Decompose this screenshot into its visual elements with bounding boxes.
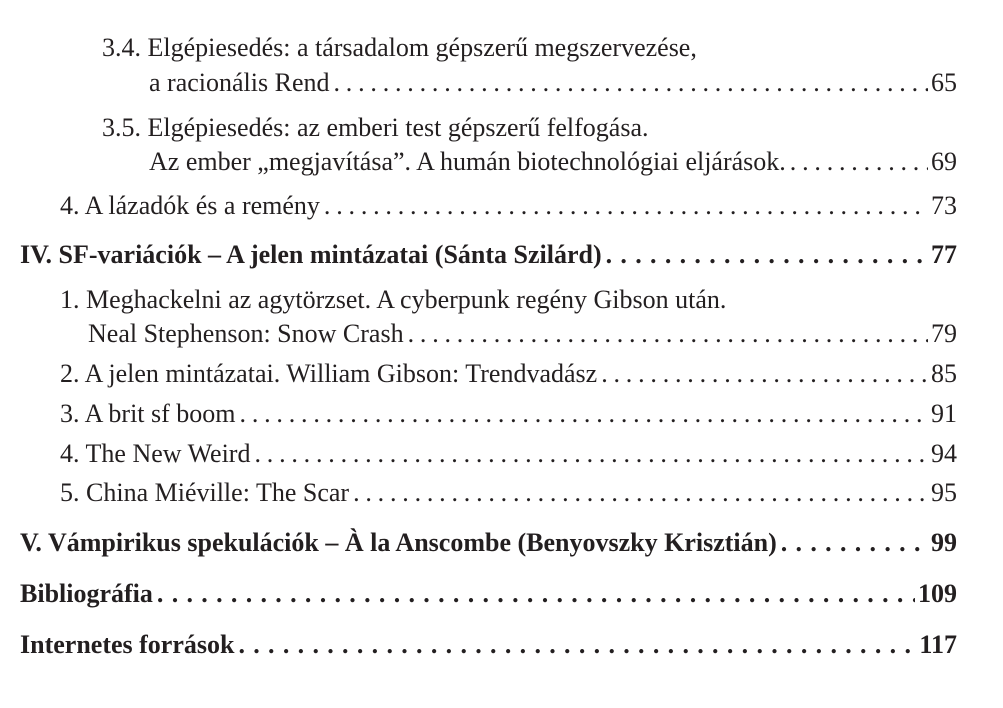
chapter-title: Bibliográfia bbox=[20, 579, 153, 608]
page-number: 85 bbox=[931, 359, 957, 388]
dot-leader bbox=[790, 145, 928, 179]
page-number: 94 bbox=[931, 439, 957, 468]
toc-entry-title[interactable]: 3.5. Elgépiesedés: az emberi test gépszerű felfogása. bbox=[102, 113, 649, 142]
dot-leader bbox=[781, 526, 928, 560]
page-number: 91 bbox=[931, 399, 957, 428]
toc-entry-title: a racionális Rend bbox=[149, 68, 330, 97]
page-number: 95 bbox=[931, 478, 957, 507]
toc-entry-3-4 bbox=[0, 66, 1003, 100]
toc-entry-title: 4. A lázadók és a remény bbox=[60, 191, 320, 220]
toc-chapter-row[interactable] bbox=[20, 577, 957, 611]
dot-leader bbox=[408, 317, 928, 351]
toc-entry-iv-4 bbox=[0, 437, 1003, 471]
toc-entry-3-4-line1 bbox=[0, 31, 1003, 65]
toc-chapter-row[interactable] bbox=[20, 238, 957, 272]
toc-entry-iv-1 bbox=[0, 317, 1003, 351]
toc-entry-title: Az ember „megjavítása”. A humán biotechnológiai eljárások. bbox=[149, 147, 786, 176]
toc-entry-row[interactable] bbox=[60, 189, 957, 223]
toc-chapter-row[interactable] bbox=[20, 526, 957, 560]
toc-entry-row[interactable] bbox=[149, 145, 957, 179]
toc-internet-sources bbox=[0, 628, 1003, 662]
dot-leader bbox=[353, 476, 928, 510]
dot-leader bbox=[324, 189, 928, 223]
page-number: 69 bbox=[931, 147, 957, 176]
toc-chapter-row[interactable] bbox=[20, 628, 957, 662]
toc-chapter-iv bbox=[0, 238, 1003, 272]
toc-entry-row[interactable] bbox=[149, 66, 957, 100]
dot-leader bbox=[238, 628, 916, 662]
page-number: 117 bbox=[919, 630, 957, 659]
toc-entry-row[interactable] bbox=[60, 437, 957, 471]
toc-entry-row[interactable] bbox=[60, 476, 957, 510]
chapter-title: IV. SF-variációk – A jelen mintázatai (Sánta Szilárd) bbox=[20, 240, 602, 269]
toc-entry-iv-5 bbox=[0, 476, 1003, 510]
toc-entry-title: 4. The New Weird bbox=[60, 439, 251, 468]
toc-entry-title: Neal Stephenson: Snow Crash bbox=[88, 319, 404, 348]
toc-entry-row[interactable] bbox=[88, 317, 957, 351]
page-number: 73 bbox=[931, 191, 957, 220]
toc-chapter-v bbox=[0, 526, 1003, 560]
toc-entry-3-5-line1 bbox=[0, 111, 1003, 145]
toc-entry-title: 3. A brit sf boom bbox=[60, 399, 236, 428]
page-number: 79 bbox=[931, 319, 957, 348]
page-number: 65 bbox=[931, 68, 957, 97]
toc-entry-iv-1-line1 bbox=[0, 283, 1003, 317]
toc-entry-title[interactable]: 3.4. Elgépiesedés: a társadalom gépszerű megszervezése, bbox=[102, 33, 697, 62]
chapter-title: Internetes források bbox=[20, 630, 235, 659]
toc-entry-title[interactable]: 1. Meghackelni az agytörzset. A cyberpunk regény Gibson után. bbox=[60, 285, 727, 314]
dot-leader bbox=[254, 437, 928, 471]
toc-entry-3-5 bbox=[0, 145, 1003, 179]
toc-entry-iv-3 bbox=[0, 397, 1003, 431]
toc-entry-row[interactable] bbox=[60, 357, 957, 391]
dot-leader bbox=[606, 238, 928, 272]
toc-entry-4 bbox=[0, 189, 1003, 223]
dot-leader bbox=[601, 357, 928, 391]
page-number: 99 bbox=[931, 528, 957, 557]
chapter-title: V. Vámpirikus spekulációk – À la Anscombe (Benyovszky Krisztián) bbox=[20, 528, 777, 557]
page-number: 77 bbox=[931, 240, 957, 269]
toc-entry-iv-2 bbox=[0, 357, 1003, 391]
toc-entry-title: 5. China Miéville: The Scar bbox=[60, 478, 350, 507]
toc-entry-title: 2. A jelen mintázatai. William Gibson: Trendvadász bbox=[60, 359, 598, 388]
page-number: 109 bbox=[918, 579, 957, 608]
dot-leader bbox=[157, 577, 915, 611]
dot-leader bbox=[334, 66, 929, 100]
toc-bibliography bbox=[0, 577, 1003, 611]
dot-leader bbox=[240, 397, 928, 431]
toc-entry-row[interactable] bbox=[60, 397, 957, 431]
